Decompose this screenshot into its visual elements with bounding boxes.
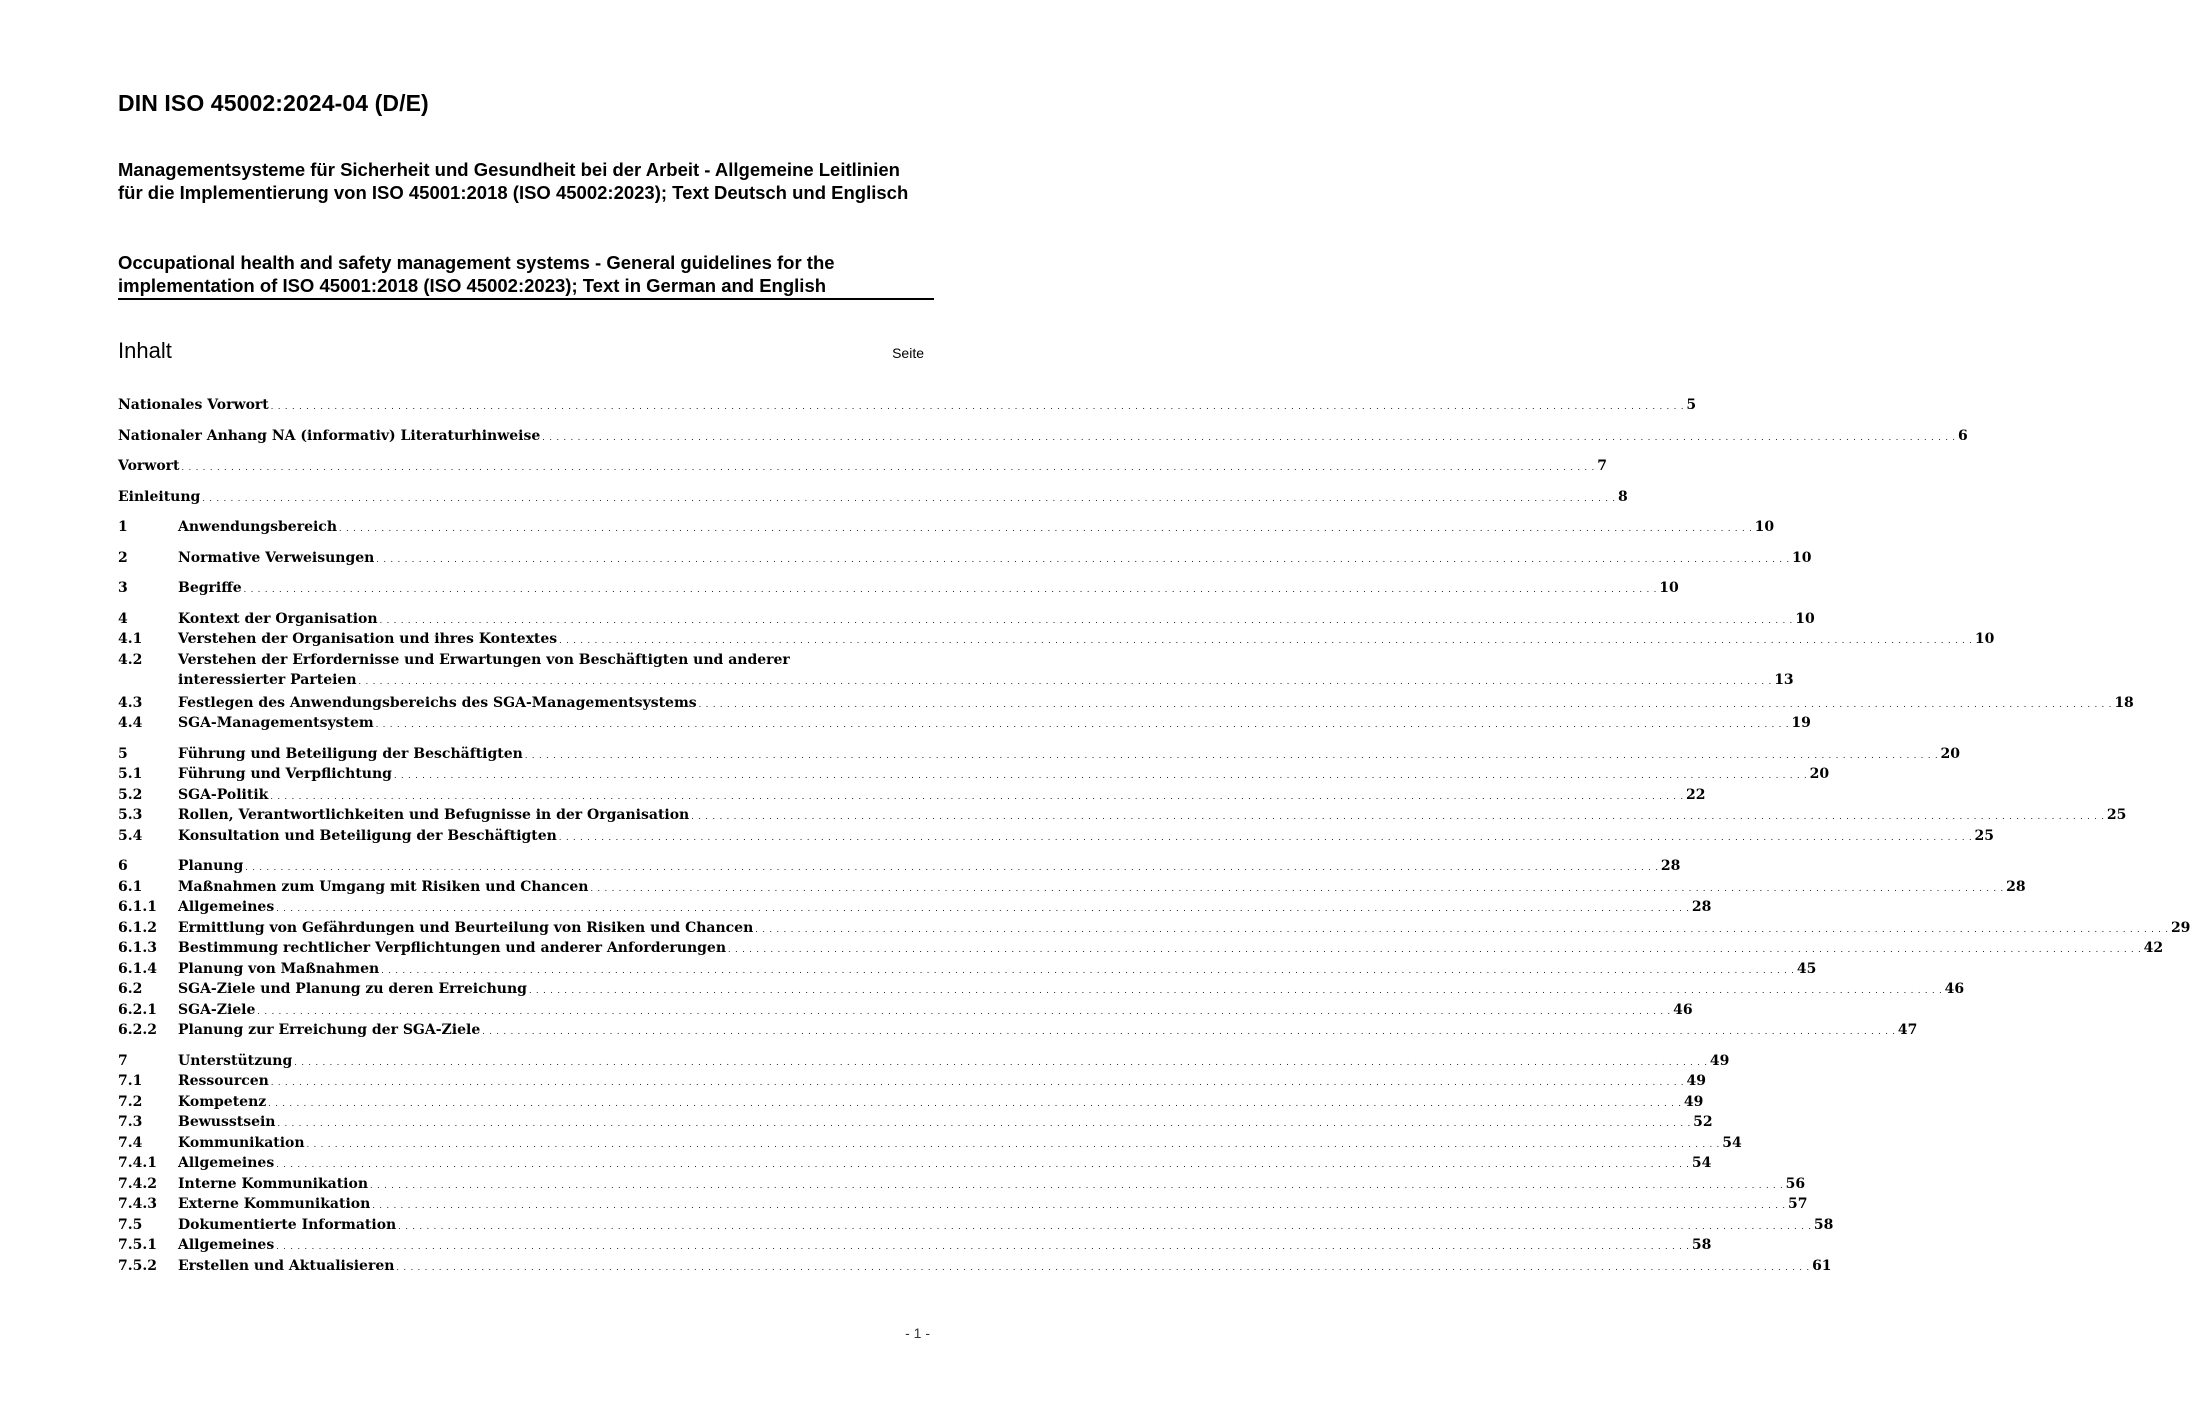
toc-entry[interactable] [118,426,1968,447]
toc-entry-number: 5.3 [118,807,143,823]
toc-entry-number: 5 [118,745,128,762]
toc-entry-title: Ermittlung von Gefährdungen und Beurteilung von Risiken und Chancen [178,919,754,936]
toc-entry-title: Planung von Maßnahmen [178,960,380,977]
toc-entry[interactable] [118,693,2134,714]
toc-entry-number: 5.1 [118,766,143,782]
toc-entry[interactable] [118,1235,1712,1256]
toc-entry-title: Einleitung [118,488,201,505]
toc-dot-leader: . . . . . . . . . . . . . . . . . . . . . . . . . . . . . . . . . . . . . . . . . . . . . . . . . . . . . . . . . . . . . . . . . . . . . . . . . . . . . . . . . . . . . . . . . . . . . . . . . . . . . . . . . . . . . . . . . . . . . . . . . . . . . . . . . . . . . . . . . . . . . . . . . . . . . . . . . . . . . . . . . . . . . . . . . . . . . . . . . . . . . . . . . . . . . . . . . . . . . . . . [276,1160,1690,1169]
toc-entry-number: 6.1 [118,878,143,895]
toc-dot-leader: . . . . . . . . . . . . . . . . . . . . . . . . . . . . . . . . . . . . . . . . . . . . . . . . . . . . . . . . . . . . . . . . . . . . . . . . . . . . . . . . . . . . . . . . . . . . . . . . . . . . . . . . . . . . . . . . . . . . . . . . . . . . . . . . . . . . . . . . . . . . . . . . . . . . . . . . . . . . . . . . . . . . . . . . . . . . . . . . . . . . . . . . . . . . . . . . . . . . . . . . [698,699,2113,709]
toc-dot-leader: . . . . . . . . . . . . . . . . . . . . . . . . . . . . . . . . . . . . . . . . . . . . . . . . . . . . . . . . . . . . . . . . . . . . . . . . . . . . . . . . . . . . . . . . . . . . . . . . . . . . . . . . . . . . . . . . . . . . . . . . . . . . . . . . . . . . . . . . . . . . . . . . . . . . . . . . . . . . . . . . . . . . . . . . . . . . . . . . . . . . . . . . . . . . . . . . . . . . . . . . [339,524,1753,533]
toc-entry[interactable] [118,1174,1806,1195]
toc-dot-leader: . . . . . . . . . . . . . . . . . . . . . . . . . . . . . . . . . . . . . . . . . . . . . . . . . . . . . . . . . . . . . . . . . . . . . . . . . . . . . . . . . . . . . . . . . . . . . . . . . . . . . . . . . . . . . . . . . . . . . . . . . . . . . . . . . . . . . . . . . . . . . . . . . . . . . . . . . . . . . . . . . . . . . . . . . . . . . . . . . . . . . . . . . . . . . . . . . . . . . . . . [245,863,1659,872]
toc-dot-leader: . . . . . . . . . . . . . . . . . . . . . . . . . . . . . . . . . . . . . . . . . . . . . . . . . . . . . . . . . . . . . . . . . . . . . . . . . . . . . . . . . . . . . . . . . . . . . . . . . . . . . . . . . . . . . . . . . . . . . . . . . . . . . . . . . . . . . . . . . . . . . . . . . . . . . . . . . . . . . . . . . . . . . . . . . . . . . . . . . . . . . . . . . . . . . . . . . . . . . . . . [398,1221,1812,1231]
toc-entry-title: Interne Kommunikation [178,1175,369,1192]
toc-dot-leader: . . . . . . . . . . . . . . . . . . . . . . . . . . . . . . . . . . . . . . . . . . . . . . . . . . . . . . . . . . . . . . . . . . . . . . . . . . . . . . . . . . . . . . . . . . . . . . . . . . . . . . . . . . . . . . . . . . . . . . . . . . . . . . . . . . . . . . . . . . . . . . . . . . . . . . . . . . . . . . . . . . . . . . . . . . . . . . . . . . . . . . . . . . . . . . . . . . . . . . . . [379,615,1794,625]
toc-entry-title: Bewusstsein [178,1114,276,1130]
toc-entry-page: 8 [1617,488,1628,505]
toc-dot-leader: . . . . . . . . . . . . . . . . . . . . . . . . . . . . . . . . . . . . . . . . . . . . . . . . . . . . . . . . . . . . . . . . . . . . . . . . . . . . . . . . . . . . . . . . . . . . . . . . . . . . . . . . . . . . . . . . . . . . . . . . . . . . . . . . . . . . . . . . . . . . . . . . . . . . . . . . . . . . . . . . . . . . . . . . . . . . . . . . . . . . . . . . . . . . . . . . . . . . . . . . [276,904,1690,913]
toc-entry-page: 54 [1691,1155,1712,1171]
toc-entry-title: Führung und Verpflichtung [178,766,392,782]
toc-entry-title: Kompetenz [178,1093,267,1110]
toc-entry-page: 58 [1813,1216,1834,1233]
toc-entry-page: 47 [1897,1022,1918,1038]
toc-entry-number: 6 [118,858,128,874]
toc-entry-title: Unterstützung [178,1052,293,1069]
toc-entry-title: Begriffe [178,580,242,596]
toc-dot-leader: . . . . . . . . . . . . . . . . . . . . . . . . . . . . . . . . . . . . . . . . . . . . . . . . . . . . . . . . . . . . . . . . . . . . . . . . . . . . . . . . . . . . . . . . . . . . . . . . . . . . . . . . . . . . . . . . . . . . . . . . . . . . . . . . . . . . . . . . . . . . . . . . . . . . . . . . . . . . . . . . . . . . . . . . . . . . . . . . . . . . . . . . . . . . . . . . . . . . . . . . [376,554,1791,564]
toc-entry[interactable] [118,764,1830,785]
toc-entry-title: Verstehen der Erfordernisse und Erwartungen von Beschäftigten und anderer [178,651,790,668]
footer-page-number: - 1 - [905,1325,930,1341]
toc-entry-number: 6.1.3 [118,940,157,956]
toc-entry[interactable] [118,1020,1918,1041]
toc-heading: Inhalt [118,338,172,363]
toc-entry-number: 6.1.4 [118,960,157,977]
toc-entry-number: 7.4.1 [118,1155,157,1171]
toc-entry[interactable] [118,1051,1730,1072]
toc-dot-leader: . . . . . . . . . . . . . . . . . . . . . . . . . . . . . . . . . . . . . . . . . . . . . . . . . . . . . . . . . . . . . . . . . . . . . . . . . . . . . . . . . . . . . . . . . . . . . . . . . . . . . . . . . . . . . . . . . . . . . . . . . . . . . . . . . . . . . . . . . . . . . . . . . . . . . . . . . . . . . . . . . . . . . . . . . . . . . . . . . . . . . . . . . . . . . . . . . . . . . . . . [691,812,2105,821]
title-english: Occupational health and safety management systems - General guidelines for the implementation of ISO 45001:2018 (ISO 45002:2023); Text in German and English [118,251,934,300]
toc-entry-page: 10 [1659,580,1679,596]
toc-entry-number: 1 [118,519,128,535]
toc-entry-number: 7.4.3 [118,1196,157,1212]
toc-entry-page: 22 [1686,786,1706,803]
toc-entry-page: 6 [1957,427,1968,444]
toc-entry[interactable] [118,1092,1704,1113]
toc-dot-leader: . . . . . . . . . . . . . . . . . . . . . . . . . . . . . . . . . . . . . . . . . . . . . . . . . . . . . . . . . . . . . . . . . . . . . . . . . . . . . . . . . . . . . . . . . . . . . . . . . . . . . . . . . . . . . . . . . . . . . . . . . . . . . . . . . . . . . . . . . . . . . . . . . . . . . . . . . . . . . . . . . . . . . . . . . . . . . . . . . . . . . . . . . . . . . . . . . . . . . . . . [270,402,1685,411]
toc-entry-page: 58 [1691,1237,1712,1253]
toc-entry-title: Nationales Vorwort [118,397,269,413]
toc-entry-title: Anwendungsbereich [178,519,337,535]
toc-entry[interactable] [118,609,1815,630]
toc-dot-leader: . . . . . . . . . . . . . . . . . . . . . . . . . . . . . . . . . . . . . . . . . . . . . . . . . . . . . . . . . . . . . . . . . . . . . . . . . . . . . . . . . . . . . . . . . . . . . . . . . . . . . . . . . . . . . . . . . . . . . . . . . . . . . . . . . . . . . . . . . . . . . . . . . . . . . . . . . . . . . . . . . . . . . . . . . . . . . . . . . . . . . . . . . . . . . . . . . . . . . . . . [294,1057,1708,1067]
toc-entry[interactable] [118,877,2026,898]
toc-entry-page: 28 [1691,899,1712,915]
toc-entry-page: 10 [1754,519,1775,535]
toc-entry-number: 4.2 [118,651,143,668]
toc-entry-title: Allgemeines [178,1155,275,1171]
toc-entry-page: 46 [1673,1001,1693,1018]
toc-entry[interactable] [118,856,1681,877]
toc-entry[interactable] [118,826,1995,847]
toc-entry-page: 56 [1785,1175,1806,1192]
toc-entry-page: 49 [1683,1093,1704,1110]
toc-entry[interactable] [118,1000,1693,1021]
toc-entry[interactable] [118,629,1995,650]
toc-entry[interactable] [118,650,1794,693]
toc-entry[interactable] [118,1153,1712,1174]
toc-entry-number: 5.4 [118,827,143,844]
toc-entry-title: Allgemeines [178,1237,275,1253]
toc-entry[interactable] [118,805,2127,826]
toc-entry-title: Konsultation und Beteiligung der Beschäftigten [178,827,557,844]
toc-entry[interactable] [118,979,1965,1000]
toc-entry[interactable] [118,713,1811,734]
toc-entry-title: Bestimmung rechtlicher Verpflichtungen und anderer Anforderungen [178,940,727,956]
toc-dot-leader: . . . . . . . . . . . . . . . . . . . . . . . . . . . . . . . . . . . . . . . . . . . . . . . . . . . . . . . . . . . . . . . . . . . . . . . . . . . . . . . . . . . . . . . . . . . . . . . . . . . . . . . . . . . . . . . . . . . . . . . . . . . . . . . . . . . . . . . . . . . . . . . . . . . . . . . . . . . . . . . . . . . . . . . . . . . . . . . . . . . . . . . . . . . . . . . . . . . . . . . . [270,791,1685,801]
toc-entry[interactable] [118,959,1817,980]
toc-entry[interactable] [118,918,2190,939]
toc-entry[interactable] [118,744,1960,765]
toc-entry-number: 6.2 [118,981,143,997]
toc-entry-number: 4.4 [118,715,143,731]
toc-dot-leader: . . . . . . . . . . . . . . . . . . . . . . . . . . . . . . . . . . . . . . . . . . . . . . . . . . . . . . . . . . . . . . . . . . . . . . . . . . . . . . . . . . . . . . . . . . . . . . . . . . . . . . . . . . . . . . . . . . . . . . . . . . . . . . . . . . . . . . . . . . . . . . . . . . . . . . . . . . . . . . . . . . . . . . . . . . . . . . . . . . . . . . . . . . . . . . . . . . . . . . . . [755,924,2169,934]
toc-entry-number: 7.3 [118,1114,143,1130]
toc-entry-title: SGA-Ziele und Planung zu deren Erreichung [178,981,527,997]
toc-entry-page: 46 [1944,981,1965,997]
toc-dot-leader: . . . . . . . . . . . . . . . . . . . . . . . . . . . . . . . . . . . . . . . . . . . . . . . . . . . . . . . . . . . . . . . . . . . . . . . . . . . . . . . . . . . . . . . . . . . . . . . . . . . . . . . . . . . . . . . . . . . . . . . . . . . . . . . . . . . . . . . . . . . . . . . . . . . . . . . . . . . . . . . . . . . . . . . . . . . . . . . . . . . . . . . . . . . . . . . . . . . . . . . . [542,432,1956,442]
toc-entry-title: Festlegen des Anwendungsbereichs des SGA-Managementsystems [178,694,697,711]
toc-entry[interactable] [118,1194,1808,1215]
toc-entry[interactable] [118,548,1812,569]
toc-entry-page: 52 [1693,1114,1713,1130]
toc-dot-leader: . . . . . . . . . . . . . . . . . . . . . . . . . . . . . . . . . . . . . . . . . . . . . . . . . . . . . . . . . . . . . . . . . . . . . . . . . . . . . . . . . . . . . . . . . . . . . . . . . . . . . . . . . . . . . . . . . . . . . . . . . . . . . . . . . . . . . . . . . . . . . . . . . . . . . . . . . . . . . . . . . . . . . . . . . . . . . . . . . . . . . . . . . . . . . . . . . . . . . . . . [270,1078,1685,1087]
toc-entry-number: 6.2.1 [118,1001,157,1018]
toc-entry[interactable] [118,517,1775,538]
toc-entry-title: Nationaler Anhang NA (informativ) Literaturhinweise [118,427,541,444]
toc-entry[interactable] [118,578,1679,599]
toc-entry-title: SGA-Politik [178,786,269,803]
toc-entry[interactable] [118,1215,1834,1236]
toc-entry-title: Ressourcen [178,1073,269,1089]
toc-entry-page: 7 [1597,458,1607,474]
toc-entry[interactable] [118,785,1706,806]
toc-entry-page: 42 [2143,940,2164,956]
toc-entry-title: Allgemeines [178,899,275,915]
toc-entry-number: 4.1 [118,631,143,647]
toc-entry-number: 6.1.2 [118,919,157,936]
toc-entry-page: 20 [1940,745,1960,762]
table-of-contents [118,395,2190,1276]
toc-entry-title: Rollen, Verantwortlichkeiten und Befugnisse in der Organisation [178,807,690,823]
toc-dot-leader: . . . . . . . . . . . . . . . . . . . . . . . . . . . . . . . . . . . . . . . . . . . . . . . . . . . . . . . . . . . . . . . . . . . . . . . . . . . . . . . . . . . . . . . . . . . . . . . . . . . . . . . . . . . . . . . . . . . . . . . . . . . . . . . . . . . . . . . . . . . . . . . . . . . . . . . . . . . . . . . . . . . . . . . . . . . . . . . . . . . . . . . . . . . . . . . . . . . . . . . . [393,771,1808,780]
toc-entry-title: SGA-Managementsystem [178,715,374,731]
toc-entry-number: 4 [118,610,128,627]
toc-entry-number: 5.2 [118,786,143,803]
toc-entry-page: 5 [1686,397,1697,413]
toc-entry[interactable] [118,1112,1713,1133]
toc-entry-page: 45 [1796,960,1817,977]
toc-entry-number: 3 [118,580,128,596]
toc-dot-leader: . . . . . . . . . . . . . . . . . . . . . . . . . . . . . . . . . . . . . . . . . . . . . . . . . . . . . . . . . . . . . . . . . . . . . . . . . . . . . . . . . . . . . . . . . . . . . . . . . . . . . . . . . . . . . . . . . . . . . . . . . . . . . . . . . . . . . . . . . . . . . . . . . . . . . . . . . . . . . . . . . . . . . . . . . . . . . . . . . . . . . . . . . . . . . . . . . . . . . . . . [375,720,1790,729]
toc-entry-page: 18 [2114,694,2134,711]
toc-dot-leader: . . . . . . . . . . . . . . . . . . . . . . . . . . . . . . . . . . . . . . . . . . . . . . . . . . . . . . . . . . . . . . . . . . . . . . . . . . . . . . . . . . . . . . . . . . . . . . . . . . . . . . . . . . . . . . . . . . . . . . . . . . . . . . . . . . . . . . . . . . . . . . . . . . . . . . . . . . . . . . . . . . . . . . . . . . . . . . . . . . . . . . . . . . . . . . . . . . . . . . . . [381,965,1795,975]
toc-entry[interactable] [118,897,1712,918]
toc-entry-page: 20 [1809,766,1830,782]
toc-entry[interactable] [118,1071,1706,1092]
toc-entry-page: 54 [1722,1134,1742,1151]
toc-entry-number: 7.5.1 [118,1237,157,1253]
toc-dot-leader: . . . . . . . . . . . . . . . . . . . . . . . . . . . . . . . . . . . . . . . . . . . . . . . . . . . . . . . . . . . . . . . . . . . . . . . . . . . . . . . . . . . . . . . . . . . . . . . . . . . . . . . . . . . . . . . . . . . . . . . . . . . . . . . . . . . . . . . . . . . . . . . . . . . . . . . . . . . . . . . . . . . . . . . . . . . . . . . . . . . . . . . . . . . . . . . . . . . . . . . . [524,750,1939,760]
toc-entry-number: 2 [118,549,128,566]
toc-dot-leader: . . . . . . . . . . . . . . . . . . . . . . . . . . . . . . . . . . . . . . . . . . . . . . . . . . . . . . . . . . . . . . . . . . . . . . . . . . . . . . . . . . . . . . . . . . . . . . . . . . . . . . . . . . . . . . . . . . . . . . . . . . . . . . . . . . . . . . . . . . . . . . . . . . . . . . . . . . . . . . . . . . . . . . . . . . . . . . . . . . . . . . . . . . . . . . . . . . . . . . . . [528,986,1943,995]
document-title: DIN ISO 45002:2024-04 (D/E) [118,90,429,116]
toc-entry[interactable] [118,487,1628,508]
toc-dot-leader: . . . . . . . . . . . . . . . . . . . . . . . . . . . . . . . . . . . . . . . . . . . . . . . . . . . . . . . . . . . . . . . . . . . . . . . . . . . . . . . . . . . . . . . . . . . . . . . . . . . . . . . . . . . . . . . . . . . . . . . . . . . . . . . . . . . . . . . . . . . . . . . . . . . . . . . . . . . . . . . . . . . . . . . . . . . . . . . . . . . . . . . . . . . . . . . . . . . . . . . . [482,1027,1896,1036]
toc-entry-page: 57 [1787,1196,1808,1212]
toc-entry-title: Externe Kommunikation [178,1196,371,1212]
toc-entry-page: 10 [1974,631,1995,647]
toc-entry-title: Erstellen und Aktualisieren [178,1257,395,1274]
toc-entry-page: 49 [1686,1073,1706,1089]
toc-entry-title: Dokumentierte Information [178,1216,397,1233]
toc-entry[interactable] [118,395,1697,416]
toc-entry-number: 7.4.2 [118,1175,157,1192]
toc-entry-number: 6.2.2 [118,1022,157,1038]
toc-entry-page: 10 [1792,549,1812,566]
title-german: Managementsysteme für Sicherheit und Gesundheit bei der Arbeit - Allgemeine Leitlinien für die Implementierung von ISO 45001:2018 (ISO 45002:2023); Text Deutsch und Englisch [118,159,909,203]
toc-entry-number: 4.3 [118,694,143,711]
toc-entry-page: 28 [2006,878,2026,895]
toc-entry-page: 25 [1974,827,1995,844]
toc-entry-number: 7.2 [118,1093,143,1110]
toc-dot-leader: . . . . . . . . . . . . . . . . . . . . . . . . . . . . . . . . . . . . . . . . . . . . . . . . . . . . . . . . . . . . . . . . . . . . . . . . . . . . . . . . . . . . . . . . . . . . . . . . . . . . . . . . . . . . . . . . . . . . . . . . . . . . . . . . . . . . . . . . . . . . . . . . . . . . . . . . . . . . . . . . . . . . . . . . . . . . . . . . . . . . . . . . . . . . . . . . . . . . . . . . [590,883,2005,893]
toc-entry-number: 7.5 [118,1216,143,1233]
toc-entry-number: 7.5.2 [118,1257,157,1274]
toc-entry-title: Vorwort [118,458,180,474]
toc-dot-leader: . . . . . . . . . . . . . . . . . . . . . . . . . . . . . . . . . . . . . . . . . . . . . . . . . . . . . . . . . . . . . . . . . . . . . . . . . . . . . . . . . . . . . . . . . . . . . . . . . . . . . . . . . . . . . . . . . . . . . . . . . . . . . . . . . . . . . . . . . . . . . . . . . . . . . . . . . . . . . . . . . . . . . . . . . . . . . . . . . . . . . . . . . . . . . . . . . . . . . . . . [358,677,1773,686]
toc-entry-page: 25 [2106,807,2127,823]
toc-entry[interactable] [118,1256,1832,1277]
toc-dot-leader: . . . . . . . . . . . . . . . . . . . . . . . . . . . . . . . . . . . . . . . . . . . . . . . . . . . . . . . . . . . . . . . . . . . . . . . . . . . . . . . . . . . . . . . . . . . . . . . . . . . . . . . . . . . . . . . . . . . . . . . . . . . . . . . . . . . . . . . . . . . . . . . . . . . . . . . . . . . . . . . . . . . . . . . . . . . . . . . . . . . . . . . . . . . . . . . . . . . . . . . . [396,1262,1811,1272]
toc-entry-number: 7.4 [118,1134,143,1151]
toc-entry-title: Kommunikation [178,1134,305,1151]
toc-dot-leader: . . . . . . . . . . . . . . . . . . . . . . . . . . . . . . . . . . . . . . . . . . . . . . . . . . . . . . . . . . . . . . . . . . . . . . . . . . . . . . . . . . . . . . . . . . . . . . . . . . . . . . . . . . . . . . . . . . . . . . . . . . . . . . . . . . . . . . . . . . . . . . . . . . . . . . . . . . . . . . . . . . . . . . . . . . . . . . . . . . . . . . . . . . . . . . . . . . . . . . . . [276,1242,1690,1251]
toc-entry-title: Kontext der Organisation [178,610,378,627]
toc-dot-leader: . . . . . . . . . . . . . . . . . . . . . . . . . . . . . . . . . . . . . . . . . . . . . . . . . . . . . . . . . . . . . . . . . . . . . . . . . . . . . . . . . . . . . . . . . . . . . . . . . . . . . . . . . . . . . . . . . . . . . . . . . . . . . . . . . . . . . . . . . . . . . . . . . . . . . . . . . . . . . . . . . . . . . . . . . . . . . . . . . . . . . . . . . . . . . . . . . . . . . . . . [559,636,1973,645]
toc-dot-leader: . . . . . . . . . . . . . . . . . . . . . . . . . . . . . . . . . . . . . . . . . . . . . . . . . . . . . . . . . . . . . . . . . . . . . . . . . . . . . . . . . . . . . . . . . . . . . . . . . . . . . . . . . . . . . . . . . . . . . . . . . . . . . . . . . . . . . . . . . . . . . . . . . . . . . . . . . . . . . . . . . . . . . . . . . . . . . . . . . . . . . . . . . . . . . . . . . . . . . . . . [370,1180,1784,1190]
toc-dot-leader: . . . . . . . . . . . . . . . . . . . . . . . . . . . . . . . . . . . . . . . . . . . . . . . . . . . . . . . . . . . . . . . . . . . . . . . . . . . . . . . . . . . . . . . . . . . . . . . . . . . . . . . . . . . . . . . . . . . . . . . . . . . . . . . . . . . . . . . . . . . . . . . . . . . . . . . . . . . . . . . . . . . . . . . . . . . . . . . . . . . . . . . . . . . . . . . . . . . . . . . . [277,1119,1692,1128]
toc-dot-leader: . . . . . . . . . . . . . . . . . . . . . . . . . . . . . . . . . . . . . . . . . . . . . . . . . . . . . . . . . . . . . . . . . . . . . . . . . . . . . . . . . . . . . . . . . . . . . . . . . . . . . . . . . . . . . . . . . . . . . . . . . . . . . . . . . . . . . . . . . . . . . . . . . . . . . . . . . . . . . . . . . . . . . . . . . . . . . . . . . . . . . . . . . . . . . . . . . . . . . . . . [306,1139,1721,1149]
toc-dot-leader: . . . . . . . . . . . . . . . . . . . . . . . . . . . . . . . . . . . . . . . . . . . . . . . . . . . . . . . . . . . . . . . . . . . . . . . . . . . . . . . . . . . . . . . . . . . . . . . . . . . . . . . . . . . . . . . . . . . . . . . . . . . . . . . . . . . . . . . . . . . . . . . . . . . . . . . . . . . . . . . . . . . . . . . . . . . . . . . . . . . . . . . . . . . . . . . . . . . . . . . . [243,585,1658,594]
toc-entry-title: Verstehen der Organisation und ihres Kontextes [178,631,558,647]
toc-dot-leader: . . . . . . . . . . . . . . . . . . . . . . . . . . . . . . . . . . . . . . . . . . . . . . . . . . . . . . . . . . . . . . . . . . . . . . . . . . . . . . . . . . . . . . . . . . . . . . . . . . . . . . . . . . . . . . . . . . . . . . . . . . . . . . . . . . . . . . . . . . . . . . . . . . . . . . . . . . . . . . . . . . . . . . . . . . . . . . . . . . . . . . . . . . . . . . . . . . . . . . . . [728,945,2142,954]
toc-entry[interactable] [118,1133,1742,1154]
toc-entry-page: 19 [1791,715,1811,731]
toc-entry-title: SGA-Ziele [178,1001,256,1018]
toc-dot-leader: . . . . . . . . . . . . . . . . . . . . . . . . . . . . . . . . . . . . . . . . . . . . . . . . . . . . . . . . . . . . . . . . . . . . . . . . . . . . . . . . . . . . . . . . . . . . . . . . . . . . . . . . . . . . . . . . . . . . . . . . . . . . . . . . . . . . . . . . . . . . . . . . . . . . . . . . . . . . . . . . . . . . . . . . . . . . . . . . . . . . . . . . . . . . . . . . . . . . . . . . [268,1098,1682,1108]
toc-dot-leader: . . . . . . . . . . . . . . . . . . . . . . . . . . . . . . . . . . . . . . . . . . . . . . . . . . . . . . . . . . . . . . . . . . . . . . . . . . . . . . . . . . . . . . . . . . . . . . . . . . . . . . . . . . . . . . . . . . . . . . . . . . . . . . . . . . . . . . . . . . . . . . . . . . . . . . . . . . . . . . . . . . . . . . . . . . . . . . . . . . . . . . . . . . . . . . . . . . . . . . . . [202,493,1616,503]
toc-dot-leader: . . . . . . . . . . . . . . . . . . . . . . . . . . . . . . . . . . . . . . . . . . . . . . . . . . . . . . . . . . . . . . . . . . . . . . . . . . . . . . . . . . . . . . . . . . . . . . . . . . . . . . . . . . . . . . . . . . . . . . . . . . . . . . . . . . . . . . . . . . . . . . . . . . . . . . . . . . . . . . . . . . . . . . . . . . . . . . . . . . . . . . . . . . . . . . . . . . . . . . . . [372,1201,1786,1210]
toc-dot-leader: . . . . . . . . . . . . . . . . . . . . . . . . . . . . . . . . . . . . . . . . . . . . . . . . . . . . . . . . . . . . . . . . . . . . . . . . . . . . . . . . . . . . . . . . . . . . . . . . . . . . . . . . . . . . . . . . . . . . . . . . . . . . . . . . . . . . . . . . . . . . . . . . . . . . . . . . . . . . . . . . . . . . . . . . . . . . . . . . . . . . . . . . . . . . . . . . . . . . . . . . [257,1006,1672,1016]
toc-entry-number: 7.1 [118,1073,143,1089]
toc-entry-title: Normative Verweisungen [178,549,375,566]
toc-entry-title: Planung [178,858,244,874]
toc-entry-number: 6.1.1 [118,899,157,915]
toc-entry-page: 10 [1795,610,1815,627]
toc-entry-page: 13 [1774,672,1794,688]
toc-entry-title: Maßnahmen zum Umgang mit Risiken und Chancen [178,878,589,895]
page-column-label: Seite [892,345,924,361]
toc-dot-leader: . . . . . . . . . . . . . . . . . . . . . . . . . . . . . . . . . . . . . . . . . . . . . . . . . . . . . . . . . . . . . . . . . . . . . . . . . . . . . . . . . . . . . . . . . . . . . . . . . . . . . . . . . . . . . . . . . . . . . . . . . . . . . . . . . . . . . . . . . . . . . . . . . . . . . . . . . . . . . . . . . . . . . . . . . . . . . . . . . . . . . . . . . . . . . . . . . . . . . . . . [558,832,1973,842]
toc-entry-title: Planung zur Erreichung der SGA-Ziele [178,1022,481,1038]
toc-entry-number: 7 [118,1052,128,1069]
toc-entry[interactable] [118,938,2164,959]
toc-dot-leader: . . . . . . . . . . . . . . . . . . . . . . . . . . . . . . . . . . . . . . . . . . . . . . . . . . . . . . . . . . . . . . . . . . . . . . . . . . . . . . . . . . . . . . . . . . . . . . . . . . . . . . . . . . . . . . . . . . . . . . . . . . . . . . . . . . . . . . . . . . . . . . . . . . . . . . . . . . . . . . . . . . . . . . . . . . . . . . . . . . . . . . . . . . . . . . . . . . . . . . . . [181,463,1596,472]
toc-entry-page: 28 [1660,858,1681,874]
toc-entry[interactable] [118,456,1607,477]
toc-entry-title-continued: interessierter Parteien [178,672,357,688]
toc-entry-page: 61 [1812,1257,1832,1274]
toc-entry-page: 49 [1709,1052,1730,1069]
toc-entry-page: 29 [2170,919,2190,936]
toc-entry-title: Führung und Beteiligung der Beschäftigten [178,745,523,762]
